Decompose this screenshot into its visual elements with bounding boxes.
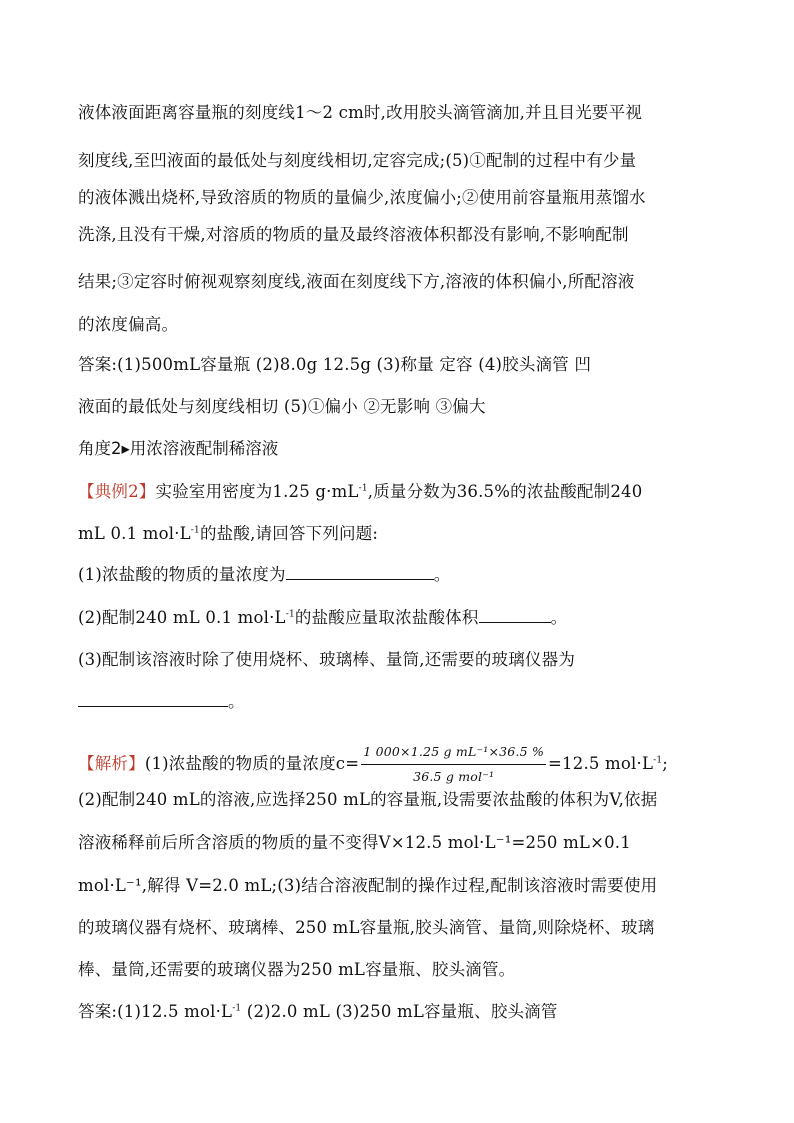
analysis-text-1b: =12.5 mol·L bbox=[548, 754, 654, 773]
example-text-2a: mL 0.1 mol·L bbox=[78, 524, 191, 543]
example-text-2b: 的盐酸,请回答下列问题: bbox=[199, 524, 379, 543]
answer-blank-2[interactable] bbox=[479, 608, 551, 623]
example-line-1 bbox=[78, 482, 754, 502]
question-1-text: (1)浓盐酸的物质的量浓度为 bbox=[78, 565, 286, 584]
question-2 bbox=[78, 608, 754, 628]
analysis-line-6: 棒、量筒,还需要的玻璃仪器为250 mL容量瓶、胶头滴管。 bbox=[78, 960, 516, 979]
question-2-end: 。 bbox=[550, 608, 568, 627]
analysis-text-1c: ; bbox=[662, 754, 669, 773]
analysis-tag: 【解析】 bbox=[78, 754, 145, 773]
fraction-numerator: 1 000×1.25 g mL⁻¹×36.5 % bbox=[361, 742, 546, 765]
analysis-line-2: (2)配制240 mL的溶液,应选择250 mL的容量瓶,设需要浓盐酸的体积为V,依据 bbox=[78, 790, 658, 809]
answer-line-1: 答案:(1)500mL容量瓶 (2)8.0g 12.5g (3)称量 定容 (4)胶头滴管 凹 bbox=[78, 355, 592, 374]
analysis-line-4: mol·L⁻¹,解得 V=2.0 mL;(3)结合溶液配制的操作过程,配制该溶液时需要使用 bbox=[78, 876, 658, 895]
final-answer-text-b: (2)2.0 mL (3)250 mL容量瓶、胶头滴管 bbox=[241, 1002, 558, 1021]
analysis-line-1 bbox=[78, 742, 754, 787]
analysis-text-1: (1)浓盐酸的物质的量浓度c= bbox=[144, 754, 360, 773]
text-line-3: 的液体溅出烧杯,导致溶质的物质的量偏少,浓度偏小;②使用前容量瓶用蒸馏水 bbox=[78, 188, 646, 207]
concentration-fraction bbox=[361, 742, 546, 787]
example-text-1b: ,质量分数为36.5%的浓盐酸配制240 bbox=[367, 482, 643, 501]
question-3-blank-line bbox=[78, 692, 754, 712]
analysis-line-5: 的玻璃仪器有烧杯、玻璃棒、250 mL容量瓶,胶头滴管、量筒,则除烧杯、玻璃 bbox=[78, 918, 655, 937]
answer-blank-1[interactable] bbox=[286, 565, 434, 580]
example-sup-1: -1 bbox=[358, 483, 368, 494]
question-1 bbox=[78, 565, 754, 585]
question-3: (3)配制该溶液时除了使用烧杯、玻璃棒、量筒,还需要的玻璃仪器为 bbox=[78, 650, 576, 669]
question-1-end: 。 bbox=[433, 565, 451, 584]
text-line-2: 刻度线,至凹液面的最低处与刻度线相切,定容完成;(5)①配制的过程中有少量 bbox=[78, 151, 637, 170]
question-2-text-a: (2)配制240 mL 0.1 mol·L bbox=[78, 608, 286, 627]
final-answer bbox=[78, 1002, 754, 1022]
example-text-1a: 实验室用密度为1.25 g·mL bbox=[155, 482, 359, 501]
analysis-sup-1: -1 bbox=[653, 755, 663, 766]
final-answer-sup: -1 bbox=[232, 1003, 242, 1014]
question-3-end: 。 bbox=[228, 692, 245, 711]
text-line-6: 的浓度偏高。 bbox=[78, 315, 179, 334]
analysis-line-3: 溶液稀释前后所含溶质的物质的量不变得V×12.5 mol·L⁻¹=250 mL×0.1 bbox=[78, 833, 631, 852]
question-2-text-b: 的盐酸应量取浓盐酸体积 bbox=[294, 608, 479, 627]
text-line-1: 液体液面距离容量瓶的刻度线1～2 cm时,改用胶头滴管滴加,并且目光要平视 bbox=[78, 103, 643, 122]
example-tag: 【典例2】 bbox=[78, 482, 156, 501]
text-line-4: 洗涤,且没有干燥,对溶质的物质的量及最终溶液体积都没有影响,不影响配制 bbox=[78, 225, 629, 244]
section-heading: 角度2▸用浓溶液配制稀溶液 bbox=[78, 439, 279, 458]
final-answer-text-a: 答案:(1)12.5 mol·L bbox=[78, 1002, 233, 1021]
example-sup-2: -1 bbox=[190, 525, 200, 536]
fraction-denominator: 36.5 g mol⁻¹ bbox=[413, 769, 495, 784]
answer-blank-3[interactable] bbox=[78, 692, 228, 707]
example-line-2 bbox=[78, 524, 754, 544]
text-line-5: 结果;③定容时俯视观察刻度线,液面在刻度线下方,溶液的体积偏小,所配溶液 bbox=[78, 272, 635, 291]
answer-line-2: 液面的最低处与刻度线相切 (5)①偏小 ②无影响 ③偏大 bbox=[78, 397, 486, 416]
question-2-sup: -1 bbox=[285, 609, 295, 620]
